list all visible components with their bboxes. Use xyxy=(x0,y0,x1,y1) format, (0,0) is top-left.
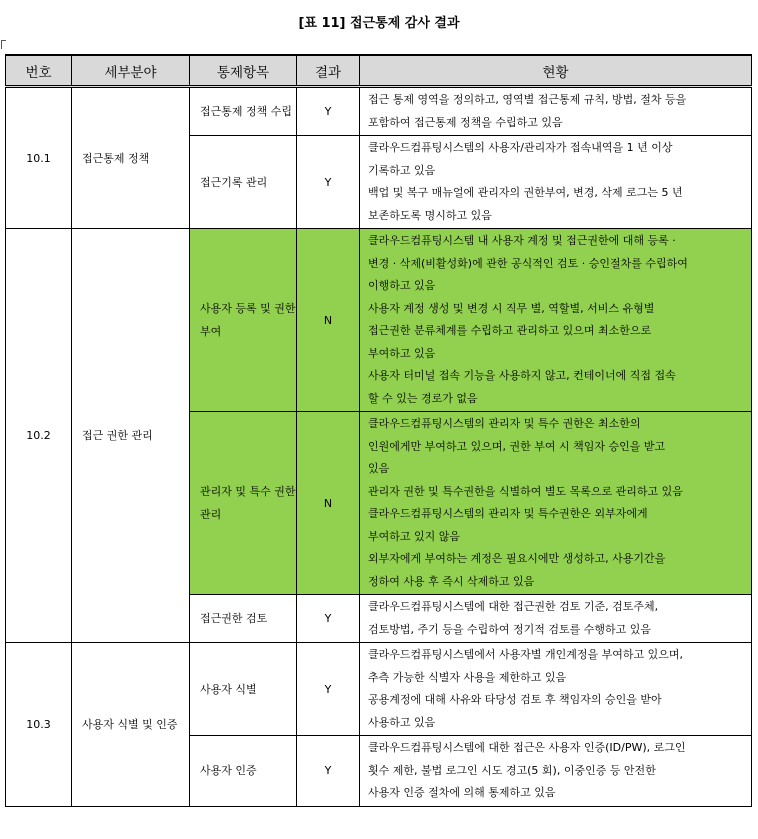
detail-area: 접근 권한 관리 xyxy=(72,229,190,643)
status-line: 보존하도록 명시하고 있음 xyxy=(368,208,492,222)
table-row xyxy=(6,87,752,136)
control-item: 사용자 인증 xyxy=(190,736,297,807)
status-line: 횟수 제한, 불법 로그인 시도 경고(5 회), 이중인증 등 안전한 xyxy=(368,763,656,777)
status-line: 관리자 권한 및 특수권한을 식별하여 별도 목록으로 관리하고 있음 xyxy=(368,484,683,498)
status-line: 클라우드컴퓨팅시스템 내 사용자 계정 및 접근권한에 대해 등록 · xyxy=(368,234,676,247)
status-line: 외부자에게 부여하는 계정은 필요시에만 생성하고, 사용기간을 xyxy=(368,552,666,565)
status-description xyxy=(360,643,752,736)
status-line: 이행하고 있음 xyxy=(368,279,436,292)
status-line: 백업 및 복구 매뉴얼에 관리자의 권한부여, 변경, 삭제 로그는 5 년 xyxy=(368,186,683,199)
audit-result: Y xyxy=(297,136,360,229)
audit-result: Y xyxy=(297,643,360,736)
control-item: 접근통제 정책 수립 xyxy=(190,87,297,136)
status-line: 접근권한 분류체계를 수립하고 관리하고 있으며 최소한으로 xyxy=(368,324,652,337)
status-line: 인원에게만 부여하고 있으며, 권한 부여 시 책임자 승인을 받고 xyxy=(368,439,666,453)
audit-result: N xyxy=(297,412,360,595)
status-line: 있음 xyxy=(368,462,390,475)
status-line: 부여하고 있지 않음 xyxy=(368,529,461,543)
status-line: 사용자 터미널 접속 기능을 사용하지 않고, 컨테이너에 직접 접속 xyxy=(368,369,676,382)
status-line: 공용계정에 대해 사유와 타당성 검토 후 책임자의 승인을 받아 xyxy=(368,693,662,706)
status-description xyxy=(360,87,752,136)
status-line: 클라우드컴퓨팅시스템에 대한 접근은 사용자 인증(ID/PW), 로그인 xyxy=(368,741,686,754)
header-status: 현황 xyxy=(360,55,752,87)
row-number: 10.2 xyxy=(6,229,72,643)
status-description xyxy=(360,595,752,643)
status-line: 클라우드컴퓨팅시스템의 관리자 및 특수 권한은 최소한의 xyxy=(368,417,641,430)
table-header-row xyxy=(6,55,752,87)
status-line: 정하여 사용 후 즉시 삭제하고 있음 xyxy=(368,574,535,588)
header-control-item: 통제항목 xyxy=(190,55,297,87)
status-line: 사용하고 있음 xyxy=(368,715,436,729)
status-line: 접근 통제 영역을 정의하고, 영역별 접근통제 규칙, 방법, 절차 등을 xyxy=(368,93,687,106)
control-item: 사용자 등록 및 권한 부여 xyxy=(190,229,297,412)
status-line: 클라우드컴퓨팅시스템의 사용자/관리자가 접속내역을 1 년 이상 xyxy=(368,141,673,154)
control-item: 접근권한 검토 xyxy=(190,595,297,643)
status-line: 클라우드컴퓨팅시스템의 관리자 및 특수권한은 외부자에게 xyxy=(368,507,648,520)
status-line: 사용자 인증 절차에 의해 통제하고 있음 xyxy=(368,786,556,799)
status-description xyxy=(360,412,752,595)
status-line: 변경 · 삭제(비활성화)에 관한 공식적인 검토 · 승인절차를 수립하여 xyxy=(368,256,688,270)
detail-area: 사용자 식별 및 인증 xyxy=(72,643,190,807)
audit-result: Y xyxy=(297,736,360,807)
detail-area: 접근통제 정책 xyxy=(72,87,190,229)
status-line: 할 수 있는 경로가 없음 xyxy=(368,391,478,405)
status-line: 검토방법, 주기 등을 수립하여 정기적 검토를 수행하고 있음 xyxy=(368,622,651,636)
audit-result: N xyxy=(297,229,360,412)
status-line: 클라우드컴퓨팅시스템에 대한 접근권한 검토 기준, 검토주체, xyxy=(368,600,659,613)
status-description xyxy=(360,229,752,412)
row-number: 10.3 xyxy=(6,643,72,807)
status-line: 사용자 계정 생성 및 변경 시 직무 별, 역할별, 서비스 유형별 xyxy=(368,301,655,315)
status-line: 부여하고 있음 xyxy=(368,346,436,360)
header-result: 결과 xyxy=(297,55,360,87)
status-line: 추측 가능한 식별자 사용을 제한하고 있음 xyxy=(368,670,567,684)
row-number: 10.1 xyxy=(6,87,72,229)
audit-result: Y xyxy=(297,87,360,136)
status-line: 포함하여 접근통제 정책을 수립하고 있음 xyxy=(368,115,563,129)
anchor-marker-icon xyxy=(1,40,6,49)
status-line: 기록하고 있음 xyxy=(368,163,436,177)
table-body xyxy=(6,87,752,807)
control-item: 사용자 식별 xyxy=(190,643,297,736)
table-row xyxy=(6,229,752,412)
control-item: 관리자 및 특수 권한 관리 xyxy=(190,412,297,595)
table-caption: [표 11] 접근통제 감사 결과 xyxy=(298,16,460,31)
header-number: 번호 xyxy=(6,55,72,87)
status-description xyxy=(360,736,752,807)
access-control-audit-table xyxy=(5,54,752,807)
table-row xyxy=(6,643,752,736)
control-item: 접근기록 관리 xyxy=(190,136,297,229)
status-line: 클라우드컴퓨팅시스템에서 사용자별 개인계정을 부여하고 있으며, xyxy=(368,648,684,661)
audit-result: Y xyxy=(297,595,360,643)
header-area: 세부분야 xyxy=(72,55,190,87)
status-description xyxy=(360,136,752,229)
